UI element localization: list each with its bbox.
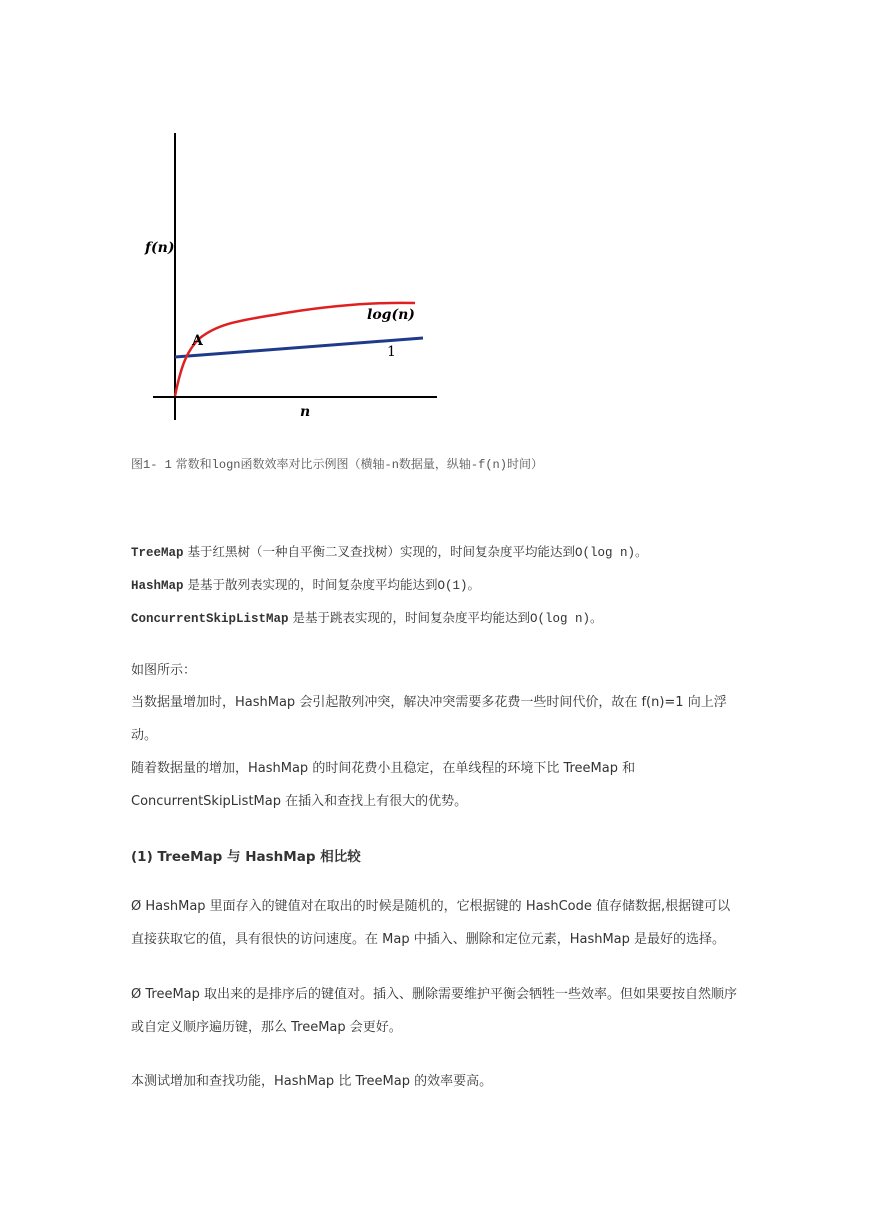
constant-line (175, 338, 423, 357)
caption-fn: -f(n) (470, 458, 507, 472)
paragraph-hash-collision: 当数据量增加时，HashMap 会引起散列冲突，解决冲突需要多花费一些时间代价，故在 f(n)=1 向上浮动。 (131, 695, 727, 743)
complexity-item-hashmap (131, 575, 480, 593)
complexity-item-treemap (131, 542, 648, 560)
complexity-description: 是基于散列表实现的，时间复杂度平均能达到 (187, 577, 438, 592)
x-axis-label: n (300, 404, 311, 420)
complexity-description: 基于红黑树（一种自平衡二叉查找树）实现的，时间复杂度平均能达到 (187, 544, 576, 559)
caption-prefix: 图 (131, 457, 144, 471)
class-name: HashMap (131, 579, 184, 593)
constant-line-label: 1 (387, 344, 396, 360)
y-axis-label: f(n) (145, 240, 175, 256)
class-name: ConcurrentSkipListMap (131, 612, 289, 626)
complexity-graph (145, 128, 445, 428)
complexity-value: O(log n)。 (575, 546, 648, 560)
conclusion-text: 本测试增加和查找功能，HashMap 比 TreeMap 的效率要高。 (131, 1074, 493, 1089)
caption-logn: logn (211, 458, 241, 472)
caption-n: -n (384, 458, 399, 472)
caption-text: 常数和 (175, 457, 212, 471)
bullet-hashmap: Ø HashMap 里面存入的键值对在取出的时候是随机的，它根据键的 HashCode 值存储数据,根据键可以直接获取它的值，具有很快的访问速度。在 Map 中插入、删除和定位元素，HashMap 是最好的选择。 (131, 899, 731, 947)
caption-figure-number: 1- 1 (143, 458, 172, 472)
as-shown-text: 如图所示： (131, 663, 197, 678)
bullet-treemap: Ø TreeMap 取出来的是排序后的键值对。插入、删除需要维护平衡会牺牲一些效率。但如果要按自然顺序或自定义顺序遍历键，那么 TreeMap 会更好。 (131, 987, 738, 1035)
complexity-value: O(1)。 (437, 579, 481, 593)
complexity-description: 是基于跳表实现的，时间复杂度平均能达到 (292, 610, 531, 625)
paragraph-hashmap-advantage: 随着数据量的增加，HashMap 的时间花费小且稳定，在单线程的环境下比 TreeMap 和 ConcurrentSkipListMap 在插入和查找上有很大的优势。 (131, 761, 636, 809)
complexity-figure (145, 128, 445, 428)
figure-caption (131, 455, 543, 472)
class-name: TreeMap (131, 546, 184, 560)
log-curve-label: log(n) (367, 307, 415, 323)
section-heading: (1) TreeMap 与 HashMap 相比较 (131, 849, 361, 865)
caption-text: 函数效率对比示例图（横轴 (240, 457, 385, 471)
complexity-value: O(log n)。 (530, 612, 603, 626)
intersection-label: A (192, 333, 203, 349)
caption-text: 时间） (506, 457, 543, 471)
complexity-item-skiplist (131, 608, 603, 626)
caption-text: 数据量，纵轴 (398, 457, 471, 471)
